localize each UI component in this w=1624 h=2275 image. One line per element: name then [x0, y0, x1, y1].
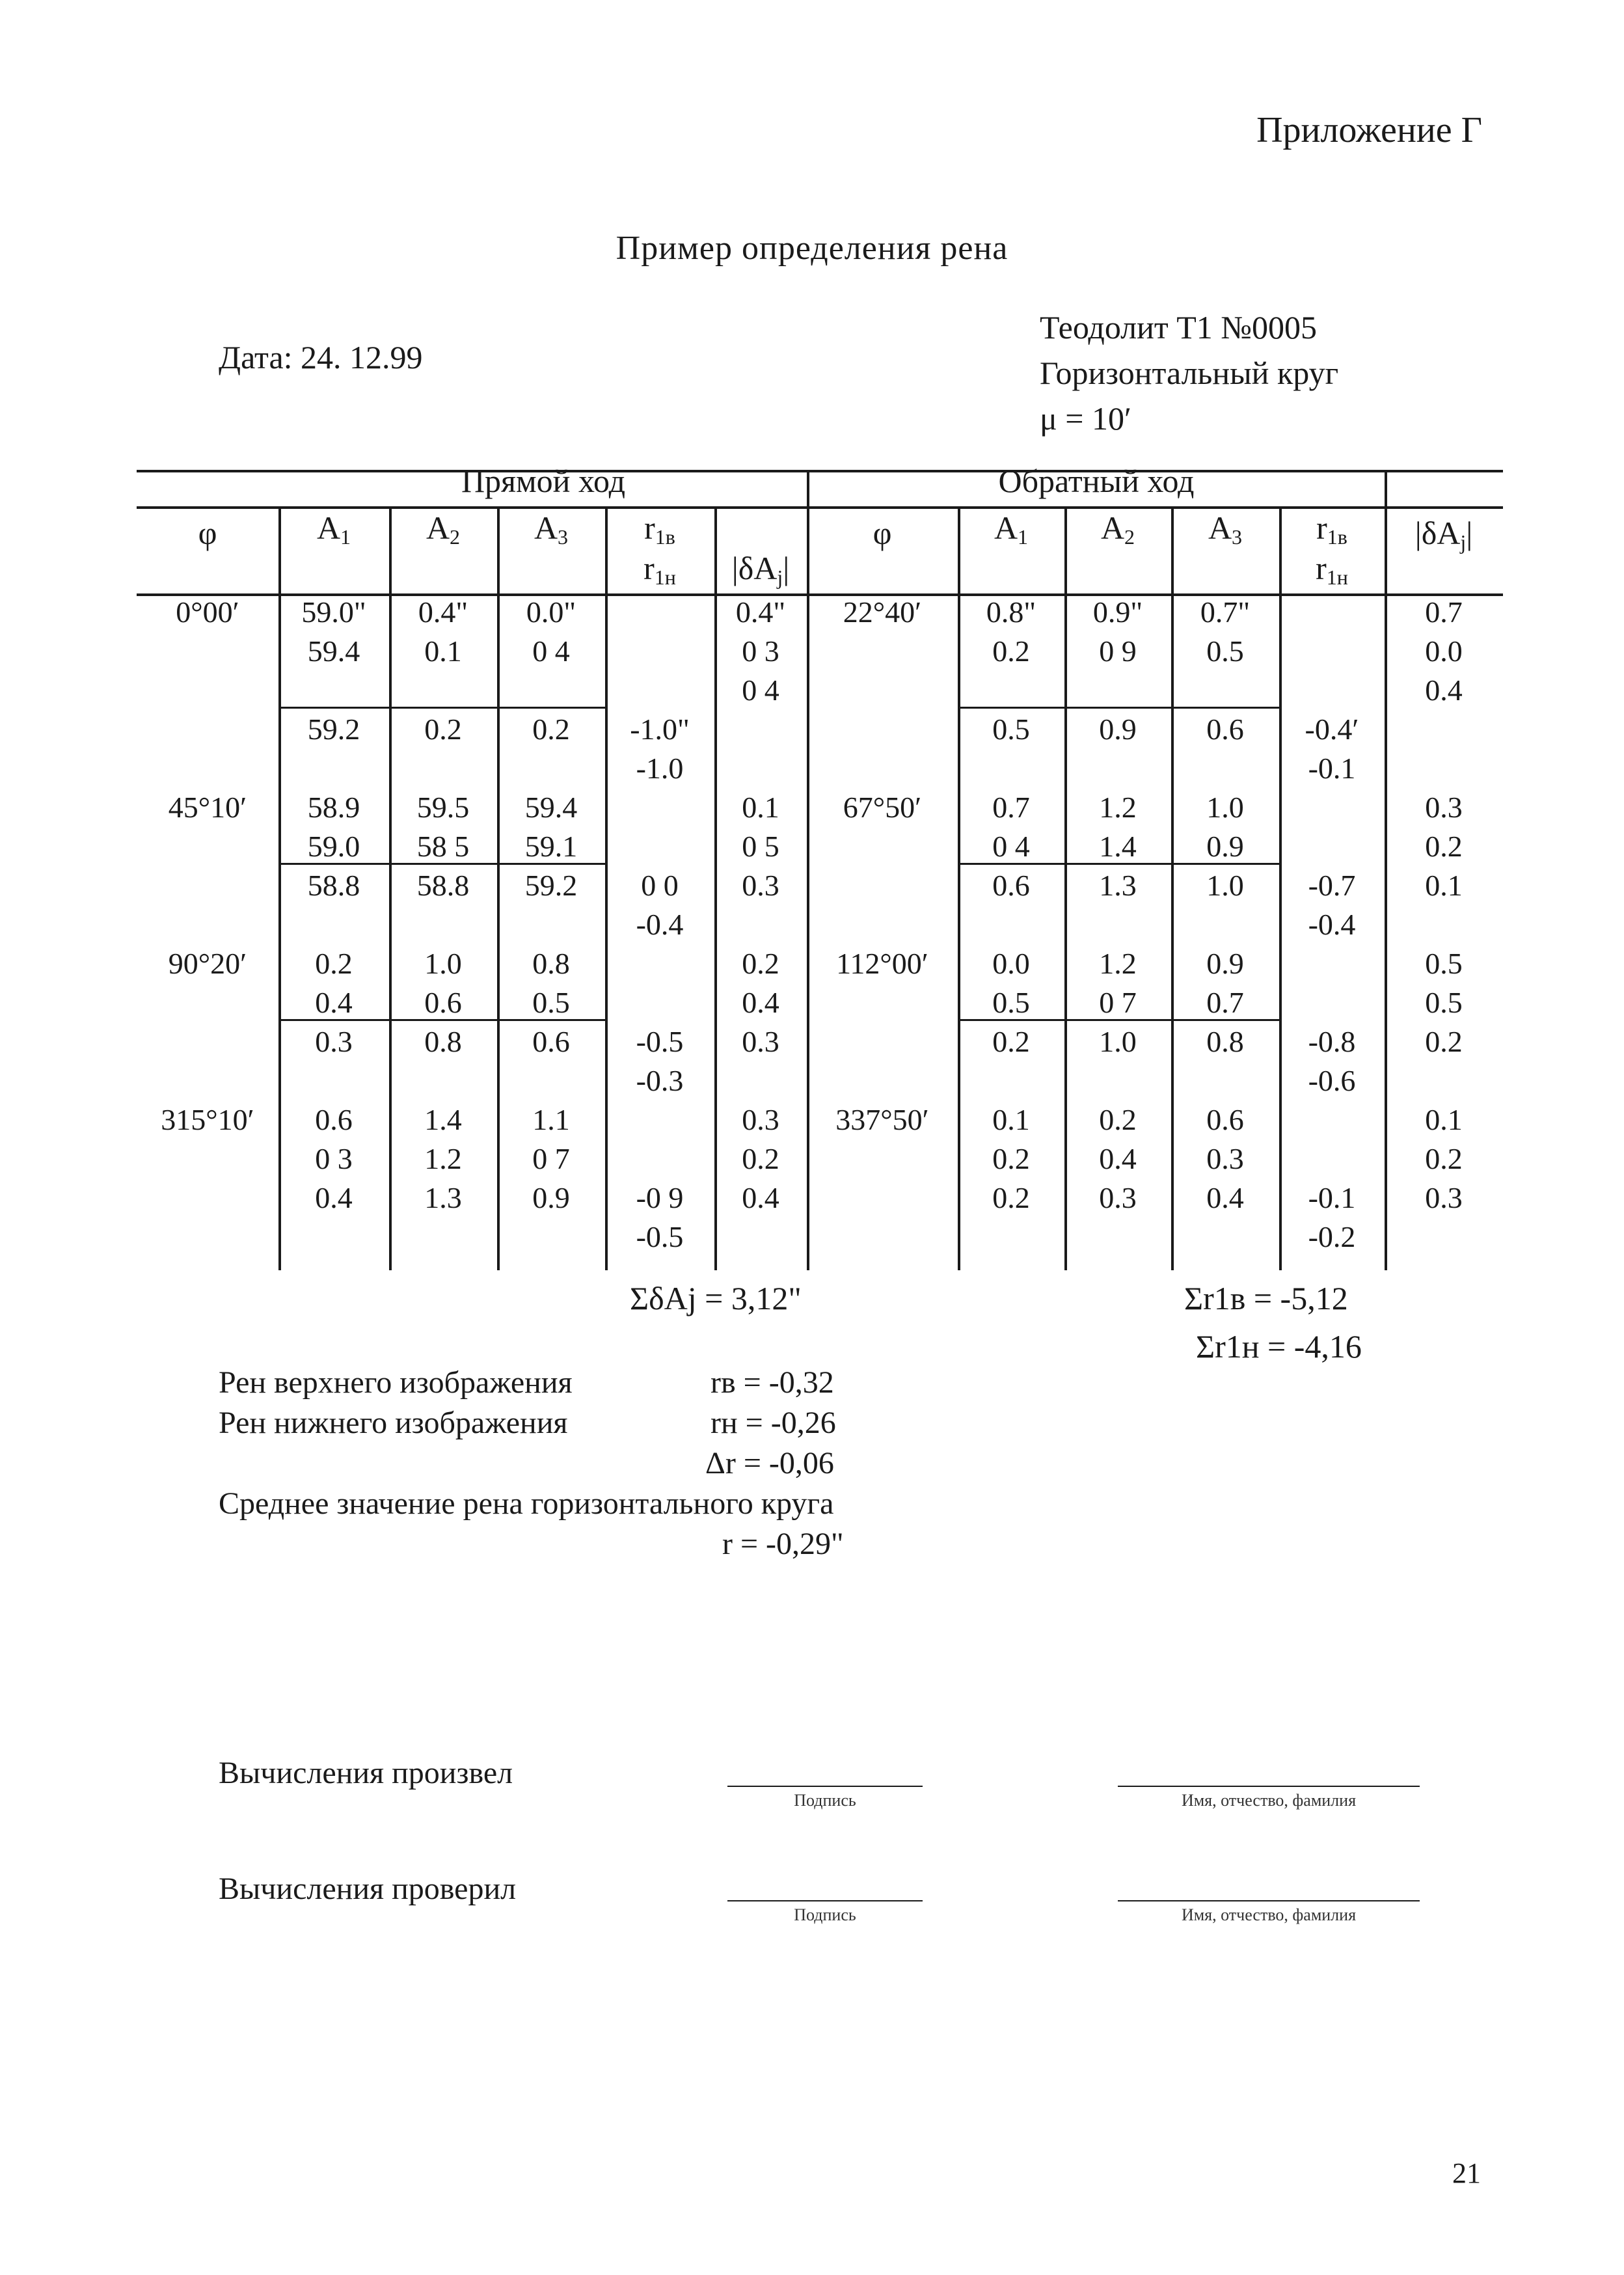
fwd-a3-cell: 59.4: [524, 791, 578, 824]
fwd-da-cell: 0.4: [742, 1181, 779, 1214]
fwd-rv-cell: -1.0": [630, 713, 690, 746]
rev-a2-cell: 1.0: [1099, 1025, 1137, 1058]
rev-a3-cell: 0.6: [1206, 1103, 1244, 1136]
checked-signature-caption: Подпись: [794, 1905, 856, 1924]
fwd-a3-cell: 0 7: [532, 1142, 570, 1175]
fwd-rv-cell: 0 0: [641, 869, 679, 902]
rev-a1-cell: 0 4: [992, 830, 1030, 863]
fwd-rv-cell: -0 9: [636, 1181, 684, 1214]
fwd-a1-cell: 0.4: [315, 986, 353, 1019]
fwd-a1-cell: 59.2: [307, 713, 360, 746]
rev-phi-cell: 112°00′: [836, 947, 928, 980]
fwd-phi-cell: 0°00′: [176, 595, 239, 629]
rev-a1-cell: 0.2: [992, 1142, 1030, 1175]
fwd-a3-cell: 0.6: [532, 1025, 570, 1058]
fwd-da-cell: 0 4: [742, 674, 779, 707]
fwd-da-cell: 0.4": [735, 595, 786, 629]
checked-name-caption: Имя, отчество, фамилия: [1181, 1905, 1357, 1924]
group-rule: [958, 707, 1280, 709]
rev-a3-cell: 0.7: [1206, 986, 1244, 1019]
col-da-forward: $|\delta A_j|$: [731, 550, 790, 589]
rev-a2-cell: 1.4: [1099, 830, 1137, 863]
fwd-a1-cell: 59.0: [307, 830, 360, 863]
col-phi-forward: φ: [198, 515, 217, 551]
rev-a3-cell: 0.6: [1206, 713, 1244, 746]
checked-by-label: Вычисления проверил: [219, 1872, 517, 1906]
rev-da-cell: 0.0: [1425, 634, 1463, 668]
rev-a1-cell: 0.5: [992, 713, 1030, 746]
rev-a3-cell: 0.9: [1206, 830, 1244, 863]
instrument-info: [1040, 305, 1338, 441]
rev-a2-cell: 1.3: [1099, 869, 1137, 902]
rev-a1-cell: 0.7: [992, 791, 1030, 824]
col-a2-reverse: $A_2$: [1100, 510, 1135, 549]
fwd-da-cell: 0.3: [742, 869, 779, 902]
mean-label: Среднее значение рена горизонтального круга: [219, 1486, 834, 1521]
checked-signature-line: [727, 1900, 923, 1901]
fwd-a1-cell: 0.3: [315, 1025, 353, 1058]
fwd-a3-cell: 0.2: [532, 713, 570, 746]
rev-a3-cell: 1.0: [1206, 791, 1244, 824]
col-a3-reverse: $A_3$: [1208, 510, 1243, 549]
fwd-a2-cell: 59.5: [416, 791, 470, 824]
rev-rv-cell: -0.8: [1308, 1025, 1356, 1058]
computed-by-label: Вычисления произвел: [219, 1756, 513, 1790]
fwd-phi-cell: 90°20′: [168, 947, 247, 980]
fwd-a2-cell: 0.4": [418, 595, 468, 629]
fwd-rn-cell: -1.0: [636, 752, 684, 785]
col-da-reverse: $|\delta A_j|$: [1414, 515, 1473, 554]
fwd-a3-cell: 59.2: [524, 869, 578, 902]
fwd-da-cell: 0.4: [742, 986, 779, 1019]
rev-a1-cell: 0.1: [992, 1103, 1030, 1136]
computed-signature-caption: Подпись: [794, 1791, 856, 1810]
fwd-a3-cell: 0.8: [532, 947, 570, 980]
rev-da-cell: 0.5: [1425, 986, 1463, 1019]
forward-run-header: Прямой ход: [461, 463, 626, 499]
fwd-a2-cell: 1.4: [424, 1103, 462, 1136]
rev-da-cell: 0.2: [1425, 1025, 1463, 1058]
lower-image-value: rн = -0,26: [710, 1406, 836, 1440]
instrument-circle: Горизонтальный круг: [1040, 355, 1339, 391]
rev-da-cell: 0.7: [1425, 595, 1463, 629]
computed-signature-line: [727, 1786, 923, 1787]
group-rule: [278, 707, 606, 709]
rev-phi-cell: 22°40′: [843, 595, 922, 629]
fwd-a2-cell: 0.8: [424, 1025, 462, 1058]
rev-a1-cell: 0.2: [992, 634, 1030, 668]
rev-a3-cell: 0.5: [1206, 634, 1244, 668]
fwd-a3-cell: 0 4: [532, 634, 570, 668]
col-rn-reverse: $r_{1н}$: [1316, 550, 1348, 589]
rev-a2-cell: 0.3: [1099, 1181, 1137, 1214]
rev-rn-cell: -0.1: [1308, 752, 1356, 785]
fwd-da-cell: 0.1: [742, 791, 779, 824]
lower-image-label: Рен нижнего изображения: [219, 1406, 568, 1440]
fwd-a2-cell: 0.2: [424, 713, 462, 746]
fwd-da-cell: 0.2: [742, 947, 779, 980]
rev-a2-cell: 0.2: [1099, 1103, 1137, 1136]
rev-rv-cell: -0.1: [1308, 1181, 1356, 1214]
fwd-da-cell: 0.3: [742, 1025, 779, 1058]
rev-phi-cell: 337°50′: [835, 1103, 929, 1136]
rev-a3-cell: 0.3: [1206, 1142, 1244, 1175]
fwd-a1-cell: 59.4: [307, 634, 360, 668]
rev-a1-cell: 0.6: [992, 869, 1030, 902]
computed-name-line: [1118, 1786, 1420, 1787]
rev-a1-cell: 0.2: [992, 1025, 1030, 1058]
rev-da-cell: 0.5: [1425, 947, 1463, 980]
rev-a3-cell: 0.4: [1206, 1181, 1244, 1214]
rev-a3-cell: 1.0: [1206, 869, 1244, 902]
col-a1-reverse: $A_1$: [994, 510, 1029, 549]
fwd-a3-cell: 59.1: [524, 830, 578, 863]
rev-da-cell: 0.4: [1425, 674, 1463, 707]
upper-image-value: rв = -0,32: [710, 1365, 834, 1400]
sum-r-lower: Σr1н = -4,16: [1196, 1328, 1362, 1365]
checked-name-line: [1118, 1900, 1420, 1901]
rev-a1-cell: 0.2: [992, 1181, 1030, 1214]
fwd-a2-cell: 1.0: [424, 947, 462, 980]
mean-value: r = -0,29": [722, 1527, 844, 1561]
fwd-phi-cell: 45°10′: [168, 791, 247, 824]
table-split-line: [807, 470, 809, 1270]
col-phi-reverse: φ: [873, 515, 892, 551]
rev-da-cell: 0.3: [1425, 1181, 1463, 1214]
sum-r-upper: Σr1в = -5,12: [1184, 1280, 1348, 1316]
rev-a1-cell: 0.8": [986, 595, 1036, 629]
fwd-a2-cell: 0.1: [424, 634, 462, 668]
col-a3-forward: $A_3$: [534, 510, 569, 549]
fwd-a1-cell: 0.2: [315, 947, 353, 980]
col-rn-forward: $r_{1н}$: [643, 550, 676, 589]
fwd-a3-cell: 1.1: [532, 1103, 570, 1136]
fwd-a1-cell: 0.4: [315, 1181, 353, 1214]
fwd-a1-cell: 59.0": [301, 595, 366, 629]
fwd-a3-cell: 0.9: [532, 1181, 570, 1214]
col-rv-reverse: $r_{1в}$: [1316, 510, 1347, 549]
rev-a2-cell: 1.2: [1099, 791, 1137, 824]
rev-a2-cell: 0 7: [1099, 986, 1137, 1019]
fwd-a2-cell: 1.3: [424, 1181, 462, 1214]
rev-da-cell: 0.1: [1425, 1103, 1463, 1136]
fwd-a1-cell: 0.6: [315, 1103, 353, 1136]
appendix-label: Приложение Г: [1256, 110, 1482, 150]
fwd-da-cell: 0 5: [742, 830, 779, 863]
fwd-rv-cell: -0.5: [636, 1025, 684, 1058]
fwd-a1-cell: 58.9: [307, 791, 360, 824]
fwd-da-cell: 0.2: [742, 1142, 779, 1175]
fwd-a2-cell: 58 5: [416, 830, 470, 863]
fwd-a3-cell: 0.5: [532, 986, 570, 1019]
rev-a2-cell: 0.4: [1099, 1142, 1137, 1175]
rev-a3-cell: 0.8: [1206, 1025, 1244, 1058]
rev-rv-cell: -0.7: [1308, 869, 1356, 902]
sum-delta-a: ΣδAj = 3,12": [630, 1280, 802, 1316]
instrument-model: Теодолит Т1 №0005: [1040, 309, 1317, 346]
computed-name-caption: Имя, отчество, фамилия: [1181, 1791, 1357, 1810]
upper-image-label: Рен верхнего изображения: [219, 1365, 573, 1400]
rev-rv-cell: -0.4′: [1305, 713, 1359, 746]
fwd-a1-cell: 0 3: [315, 1142, 353, 1175]
rev-rn-cell: -0.2: [1308, 1220, 1356, 1253]
rev-a2-cell: 0 9: [1099, 634, 1137, 668]
fwd-rn-cell: -0.5: [636, 1220, 684, 1253]
col-rv-forward: $r_{1в}$: [644, 510, 675, 549]
fwd-a3-cell: 0.0": [526, 595, 576, 629]
fwd-a2-cell: 1.2: [424, 1142, 462, 1175]
instrument-mu: μ = 10′: [1040, 400, 1131, 437]
reverse-run-header: Обратный ход: [998, 463, 1195, 499]
rev-a3-cell: 0.7": [1200, 595, 1251, 629]
rev-rn-cell: -0.6: [1308, 1064, 1356, 1097]
rev-a3-cell: 0.9: [1206, 947, 1244, 980]
rev-da-cell: 0.2: [1425, 830, 1463, 863]
fwd-rn-cell: -0.3: [636, 1064, 684, 1097]
fwd-a2-cell: 58.8: [416, 869, 470, 902]
fwd-a1-cell: 58.8: [307, 869, 360, 902]
fwd-phi-cell: 315°10′: [161, 1103, 254, 1136]
rev-a2-cell: 0.9": [1092, 595, 1143, 629]
document-title: Пример определения рена: [616, 230, 1008, 267]
fwd-rn-cell: -0.4: [636, 908, 684, 941]
rev-phi-cell: 67°50′: [843, 791, 922, 824]
col-a1-forward: $A_1$: [316, 510, 351, 549]
rev-da-cell: 0.3: [1425, 791, 1463, 824]
date-label: Дата: 24. 12.99: [219, 339, 423, 375]
col-a2-forward: $A_2$: [426, 510, 461, 549]
rev-a2-cell: 0.9: [1099, 713, 1137, 746]
rev-rn-cell: -0.4: [1308, 908, 1356, 941]
fwd-a2-cell: 0.6: [424, 986, 462, 1019]
delta-r-value: Δr = -0,06: [705, 1446, 834, 1480]
page-number: 21: [1452, 2157, 1481, 2189]
rev-da-cell: 0.2: [1425, 1142, 1463, 1175]
rev-a1-cell: 0.0: [992, 947, 1030, 980]
fwd-da-cell: 0 3: [742, 634, 779, 668]
rev-a2-cell: 1.2: [1099, 947, 1137, 980]
rev-a1-cell: 0.5: [992, 986, 1030, 1019]
fwd-da-cell: 0.3: [742, 1103, 779, 1136]
rev-da-cell: 0.1: [1425, 869, 1463, 902]
